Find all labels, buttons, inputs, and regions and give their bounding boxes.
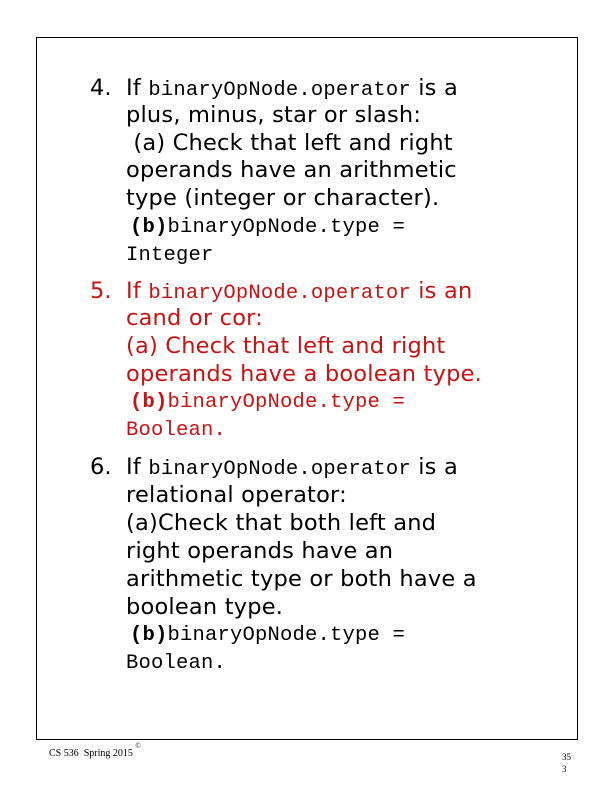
item-line: arithmetic type or both have a xyxy=(126,566,477,592)
lead: If xyxy=(126,278,141,304)
item-line: cand or cor: xyxy=(126,305,263,331)
b-label: (b) xyxy=(130,216,168,239)
item-line: (a) Check that left and right xyxy=(126,333,446,359)
item-line: (a)Check that both left and xyxy=(126,510,437,536)
item-line: relational operator: xyxy=(126,482,347,508)
item-line: (a) Check that left and right xyxy=(126,130,453,156)
copyright-symbol: © xyxy=(135,742,141,750)
b-code: binaryOpNode.type = xyxy=(167,391,406,414)
item-line: operands have a boolean type. xyxy=(126,361,482,387)
item-number: 6. xyxy=(90,454,112,480)
course-label: CS 536 Spring 2015 xyxy=(49,748,133,759)
tail: is a xyxy=(418,454,458,480)
item-b-value: Boolean. xyxy=(126,419,227,442)
b-label: (b) xyxy=(130,624,168,647)
item-b xyxy=(130,214,405,242)
lead: If xyxy=(126,75,141,101)
code: binaryOpNode.operator xyxy=(148,458,411,481)
item-line: type (integer or character). xyxy=(126,185,440,211)
item-line: operands have an arithmetic xyxy=(126,157,457,183)
item-line: plus, minus, star or slash: xyxy=(126,102,422,128)
tail: is a xyxy=(418,75,458,101)
page-number xyxy=(562,751,571,775)
b-label: (b) xyxy=(130,391,168,414)
b-code: binaryOpNode.type = xyxy=(167,624,406,647)
code: binaryOpNode.operator xyxy=(148,79,411,102)
footer-course xyxy=(49,742,141,759)
b-code: binaryOpNode.type = xyxy=(167,216,406,239)
item-b xyxy=(130,389,405,417)
item-heading xyxy=(126,453,458,484)
item-line: boolean type. xyxy=(126,594,284,620)
lead: If xyxy=(126,454,141,480)
page-number-line2: 3 xyxy=(562,764,567,774)
item-line: right operands have an xyxy=(126,538,394,564)
item-number: 4. xyxy=(90,75,112,101)
code: binaryOpNode.operator xyxy=(148,282,411,305)
item-b-value: Integer xyxy=(126,244,214,267)
item-number: 5. xyxy=(90,278,112,304)
page-number-line1: 35 xyxy=(562,752,571,762)
tail: is an xyxy=(418,278,473,304)
item-b xyxy=(130,622,405,650)
item-b-value: Boolean. xyxy=(126,652,227,675)
